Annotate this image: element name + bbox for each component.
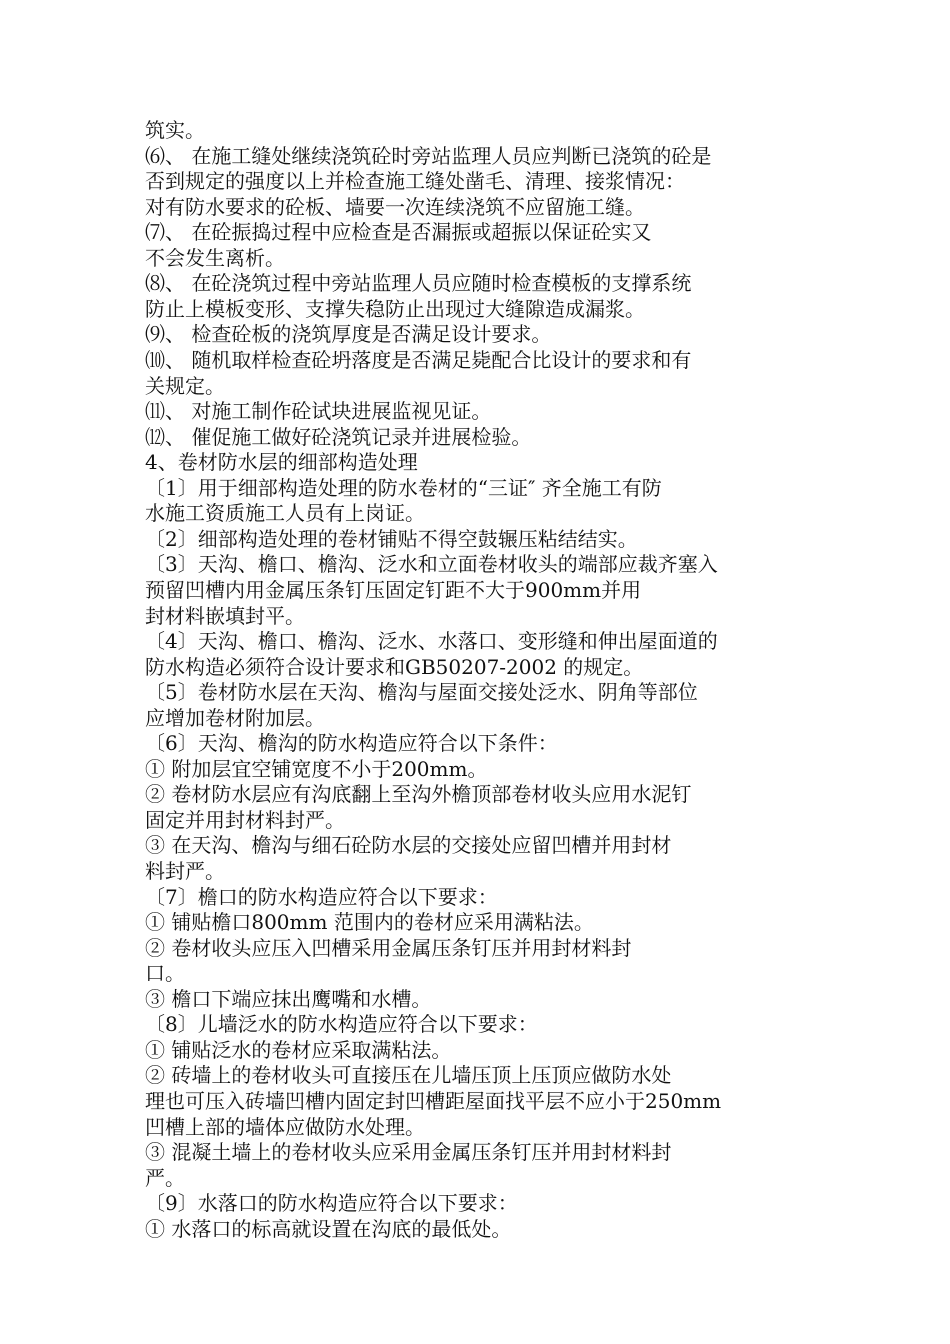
- text-line: ③ 在天沟、檐沟与细石砼防水层的交接处应留凹槽并用封材: [145, 833, 672, 858]
- text-line: ③ 混凝土墙上的卷材收头应采用金属压条钉压并用封材料封: [145, 1140, 672, 1164]
- text-line: ⑽、 随机取样检查砼坍落度是否满足毙配合比设计的要求和有: [145, 348, 692, 372]
- text-line: ② 砖墙上的卷材收头可直接压在儿墙压顶上压顶应做防水处: [145, 1063, 672, 1088]
- text-line: 关规定。: [145, 373, 225, 398]
- text-line: 封材料嵌填封平。: [145, 603, 305, 628]
- text-line: 凹槽上部的墙体应做防水处理。: [145, 1114, 425, 1139]
- text-line: 预留凹槽内用金属压条钉压固定钉距不大于900mm并用: [145, 577, 642, 602]
- text-line: ⑿、 催促施工做好砼浇筑记录并进展检验。: [145, 424, 532, 449]
- text-line: 〔4〕天沟、檐口、檐沟、泛水、水落口、变形缝和伸出屋面道的: [145, 629, 718, 653]
- text-line: 固定并用封材料封严。: [145, 807, 345, 832]
- text-line: ③ 檐口下端应抹出鹰嘴和水槽。: [145, 986, 432, 1011]
- text-line: ① 水落口的标高就设置在沟底的最低处。: [145, 1216, 512, 1241]
- text-line: ⑻、 在砼浇筑过程中旁站监理人员应随时检查模板的支撑系统: [145, 271, 692, 296]
- text-line: 不会发生离析。: [145, 245, 285, 270]
- text-line: ① 铺贴泛水的卷材应采取满粘法。: [145, 1037, 452, 1062]
- text-line: 理也可压入砖墙凹槽内固定封凹槽距屋面找平层不应小于250mm: [145, 1088, 722, 1113]
- text-line: ① 铺贴檐口800mm 范围内的卷材应采用满粘法。: [145, 910, 594, 935]
- text-line: 口。: [145, 961, 185, 986]
- text-line: ② 卷材收头应压入凹槽采用金属压条钉压并用封材料封: [145, 935, 632, 960]
- text-line: 〔1〕用于细部构造处理的防水卷材的“三证″ 齐全施工有防: [145, 475, 662, 500]
- text-line: 防止上模板变形、支撑失稳防止出现过大缝隙造成漏浆。: [145, 296, 645, 321]
- text-line: ⑼、 检查砼板的浇筑厚度是否满足设计要求。: [145, 322, 552, 347]
- text-line: 应增加卷材附加层。: [145, 705, 325, 730]
- text-line: 料封严。: [145, 859, 225, 883]
- text-line: 4、卷材防水层的细部构造处理: [145, 450, 418, 475]
- text-line: ⑹、 在施工缝处继续浇筑砼时旁站监理人员应判断已浇筑的砼是: [145, 143, 712, 168]
- text-line: 〔6〕天沟、檐沟的防水构造应符合以下条件：: [145, 731, 558, 756]
- text-line: ② 卷材防水层应有沟底翻上至沟外檐顶部卷材收头应用水泥钉: [145, 782, 692, 807]
- text-line: ⑺、 在砼振捣过程中应检查是否漏振或超振以保证砼实又: [145, 220, 652, 245]
- text-line: 对有防水要求的砼板、墙要一次连续浇筑不应留施工缝。: [145, 194, 645, 219]
- text-line: 〔8〕儿墙泛水的防水构造应符合以下要求：: [145, 1012, 538, 1037]
- text-line: ⑾、 对施工制作砼试块进展监视见证。: [145, 399, 492, 424]
- text-line: 〔9〕水落口的防水构造应符合以下要求：: [145, 1191, 518, 1216]
- text-line: ① 附加层宜空铺宽度不小于200mm。: [145, 756, 488, 781]
- text-line: 〔7〕檐口的防水构造应符合以下要求：: [145, 884, 498, 909]
- text-line: 〔5〕卷材防水层在天沟、檐沟与屋面交接处泛水、阴角等部位: [145, 680, 698, 705]
- text-line: 严。: [145, 1165, 185, 1190]
- text-line: 筑实。: [145, 118, 205, 142]
- text-line: 〔3〕天沟、檐口、檐沟、泛水和立面卷材收头的端部应裁齐塞入: [145, 552, 718, 577]
- text-line: 〔2〕细部构造处理的卷材铺贴不得空鼓辗压粘结结实。: [145, 526, 638, 551]
- text-line: 否到规定的强度以上并检查施工缝处凿毛、清理、接浆情况：: [145, 169, 685, 194]
- text-line: 水施工资质施工人员有上岗证。: [145, 501, 425, 526]
- text-line: 防水构造必须符合设计要求和GB50207-2002 的规定。: [145, 654, 644, 679]
